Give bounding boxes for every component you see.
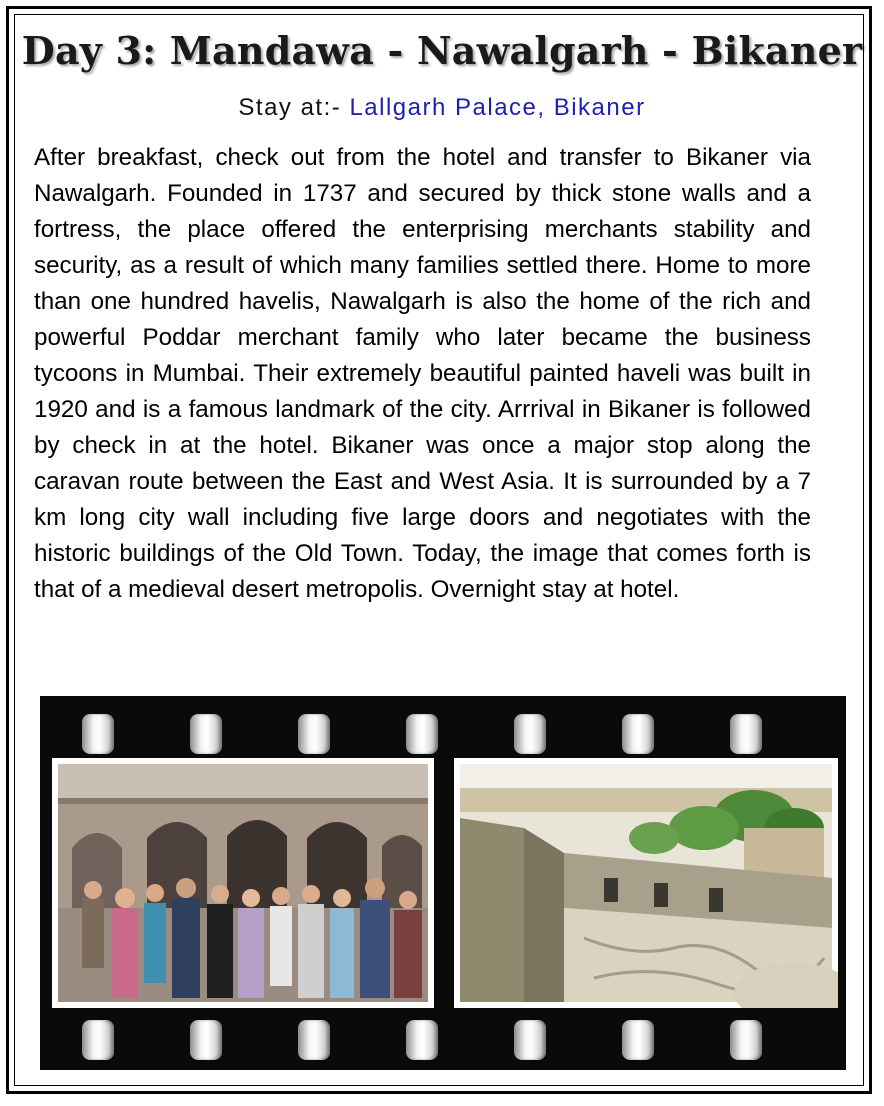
sprocket-hole bbox=[622, 1020, 654, 1060]
stay-line bbox=[0, 94, 884, 122]
haveli-illustration bbox=[52, 758, 434, 1008]
sprocket-hole bbox=[730, 714, 762, 754]
stay-place: Lallgarh Palace, Bikaner bbox=[349, 94, 646, 121]
sprocket-hole bbox=[298, 714, 330, 754]
photo-haveli-tourists bbox=[52, 758, 434, 1008]
sprocket-hole bbox=[514, 714, 546, 754]
fort-illustration bbox=[454, 758, 838, 1008]
sprocket-hole bbox=[82, 714, 114, 754]
sprocket-hole bbox=[82, 1020, 114, 1060]
sprocket-hole bbox=[514, 1020, 546, 1060]
sprocket-hole bbox=[298, 1020, 330, 1060]
stay-prefix: Stay at:- bbox=[238, 94, 342, 121]
sprocket-hole bbox=[190, 1020, 222, 1060]
sprocket-hole bbox=[406, 1020, 438, 1060]
filmstrip bbox=[40, 696, 846, 1070]
sprocket-hole bbox=[406, 714, 438, 754]
itinerary-description: After breakfast, check out from the hotel and transfer to Bikaner via Nawalgarh. Founded in 1737 and secured by thick stone walls and a fortress, the place offered the enterprising merchants stability and security, as a result of which many families settled there. Home to more than one hundred havelis, Nawalgarh is also the home of the rich and powerful Poddar merchant family who later became the business tycoons in Mumbai. Their extremely beautiful painted haveli was built in 1920 and is a famous landmark of the city. Arrrival in Bikaner is followed by check in at the hotel. Bikaner was once a major stop along the caravan route between the East and West Asia. It is surrounded by a 7 km long city wall including five large doors and negotiates with the historic buildings of the Old Town. Today, the image that comes forth is that of a medieval desert metropolis. Overnight stay at hotel. bbox=[34, 144, 811, 603]
page-title: Day 3: Mandawa - Nawalgarh - Bikaner bbox=[21, 28, 863, 73]
sprocket-hole bbox=[730, 1020, 762, 1060]
sprocket-hole bbox=[622, 714, 654, 754]
sprocket-hole bbox=[190, 714, 222, 754]
photo-fort-ruins bbox=[454, 758, 838, 1008]
